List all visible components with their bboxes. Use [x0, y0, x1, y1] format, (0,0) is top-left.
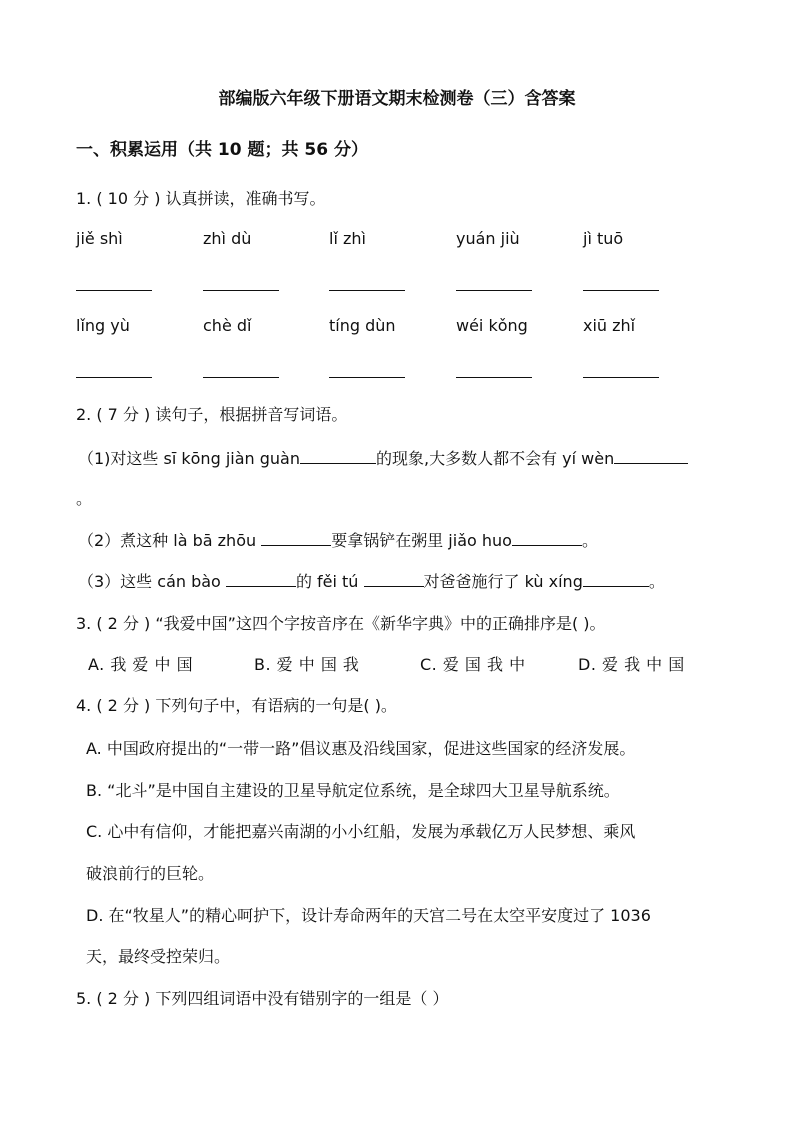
question-1-stem: 1. ( 10 分 ) 认真拼读，准确书写。 [76, 189, 326, 208]
answer-blank[interactable] [226, 570, 296, 587]
answer-blank[interactable] [614, 447, 688, 464]
answer-blank[interactable] [300, 447, 376, 464]
option-a[interactable]: A. 我 爱 中 国 [88, 655, 194, 674]
question-2-stem: 2. ( 7 分 ) 读句子，根据拼音写词语。 [76, 405, 348, 424]
pinyin-item: jiě shì [76, 229, 123, 248]
question-4-stem: 4. ( 2 分 ) 下列句子中，有语病的一句是( )。 [76, 696, 397, 715]
answer-blank[interactable] [583, 377, 659, 378]
answer-blank[interactable] [203, 290, 279, 291]
answer-blank[interactable] [512, 529, 582, 546]
pinyin-item: lǐng yù [76, 316, 130, 335]
section-heading: 一、积累运用（共 10 题；共 56 分） [76, 140, 368, 160]
option-c[interactable]: C. 爱 国 我 中 [420, 655, 526, 674]
answer-blank[interactable] [364, 570, 424, 587]
pinyin-item: lǐ zhì [329, 229, 366, 248]
option-b[interactable]: B. “北斗”是中国自主建设的卫星导航定位系统，是全球四大卫星导航系统。 [86, 781, 620, 800]
answer-blank[interactable] [76, 377, 152, 378]
answer-blank[interactable] [329, 290, 405, 291]
pinyin-item: zhì dù [203, 229, 252, 248]
answer-blank[interactable] [329, 377, 405, 378]
pinyin-item: jì tuō [583, 229, 624, 248]
answer-blank[interactable] [583, 570, 649, 587]
answer-blank[interactable] [456, 290, 532, 291]
answer-blank[interactable] [456, 377, 532, 378]
answer-blank[interactable] [583, 290, 659, 291]
answer-blank[interactable] [261, 529, 331, 546]
pinyin-item: chè dǐ [203, 316, 252, 335]
question-3-stem: 3. ( 2 分 ) “我爱中国”这四个字按音序在《新华字典》中的正确排序是( )。 [76, 614, 606, 633]
option-d[interactable]: D. 在“牧星人”的精心呵护下，设计寿命两年的天宫二号在太空平安度过了 1036 [86, 906, 651, 925]
question-5-stem: 5. ( 2 分 ) 下列四组词语中没有错别字的一组是（ ） [76, 989, 449, 1008]
pinyin-item: xiū zhǐ [583, 316, 636, 335]
answer-blank[interactable] [203, 377, 279, 378]
option-b[interactable]: B. 爱 中 国 我 [254, 655, 360, 674]
pinyin-item: yuán jiù [456, 229, 520, 248]
pinyin-item: wéi kǒng [456, 316, 528, 335]
sentence-1-end: 。 [76, 489, 93, 508]
option-d[interactable]: D. 爱 我 中 国 [578, 655, 685, 674]
pinyin-item: tíng dùn [329, 316, 396, 335]
option-d-continued: 天，最终受控荣归。 [86, 947, 231, 966]
sentence-3: （3）这些 cán bào 的 fěi tú 对爸爸施行了 kù xíng 。 [78, 572, 665, 591]
option-c[interactable]: C. 心中有信仰，才能把嘉兴南湖的小小红船，发展为承载亿万人民梦想、乘风 [86, 822, 636, 841]
page-title: 部编版六年级下册语文期末检测卷（三）含答案 [218, 89, 576, 109]
option-a[interactable]: A. 中国政府提出的“一带一路”倡议惠及沿线国家，促进这些国家的经济发展。 [86, 739, 636, 758]
sentence-2: （2）煮这种 là bā zhōu 要拿锅铲在粥里 jiǎo huo 。 [78, 531, 598, 550]
sentence-1: （1)对这些 sī kōng jiàn guàn 的现象,大多数人都不会有 yí wèn [78, 446, 688, 469]
answer-blank[interactable] [76, 290, 152, 291]
option-c-continued: 破浪前行的巨轮。 [86, 864, 215, 883]
